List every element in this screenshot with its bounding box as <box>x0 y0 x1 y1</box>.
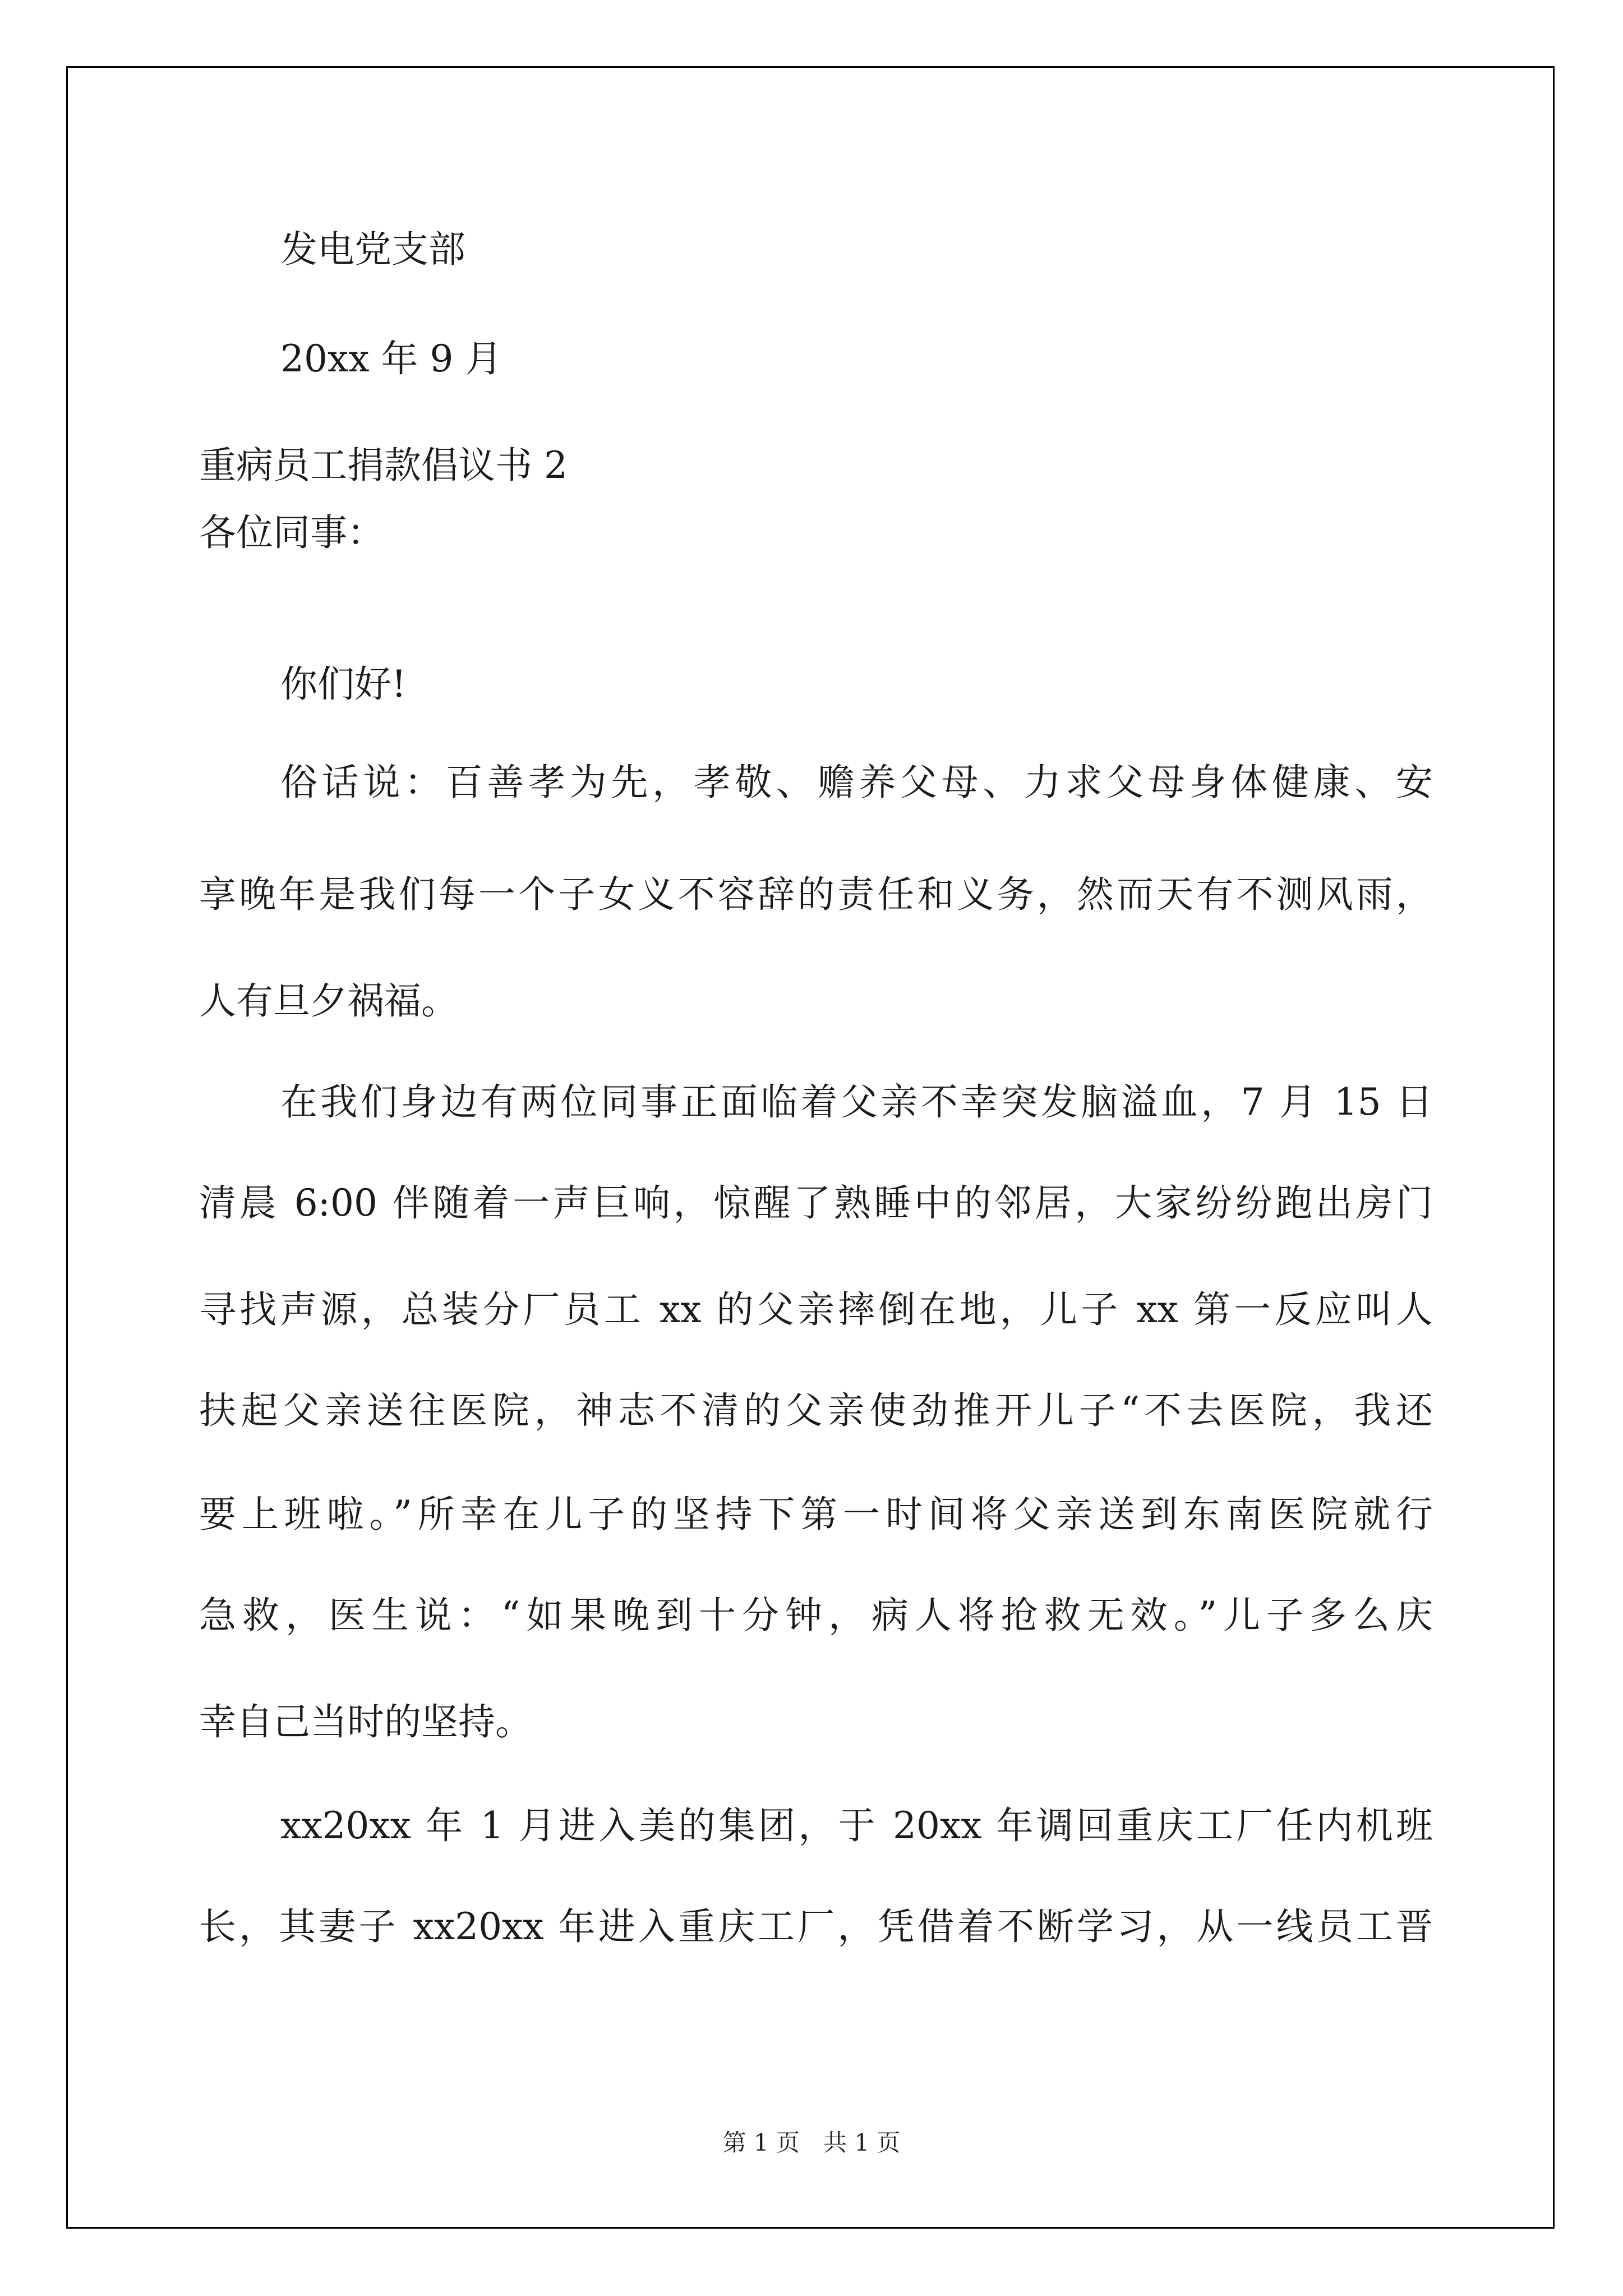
paragraph-2-line-1: 在我们身边有两位同事正面临着父亲不幸突发脑溢血，7 月 15 日 <box>280 1080 1433 1124</box>
page-footer: 第 1 页 共 1 页 <box>722 2129 901 2156</box>
paragraph-1-line-3: 人有旦夕祸福。 <box>199 979 458 1023</box>
paragraph-1-line-2: 享晚年是我们每一个子女义不容辞的责任和义务，然而天有不测风雨， <box>199 873 1433 916</box>
salutation: 各位同事： <box>199 511 384 554</box>
paragraph-3-line-2: 长，其妻子 xx20xx 年进入重庆工厂，凭借着不断学习，从一线员工晋 <box>199 1905 1433 1948</box>
document-title: 重病员工捐款倡议书 2 <box>199 444 568 487</box>
paragraph-2-line-4: 扶起父亲送往医院，神志不清的父亲使劲推开儿子“不去医院，我还 <box>199 1389 1433 1432</box>
paragraph-3-line-1: xx20xx 年 1 月进入美的集团，于 20xx 年调回重庆工厂任内机班 <box>280 1804 1433 1847</box>
signature-org: 发电党支部 <box>280 228 465 271</box>
paragraph-2-line-2: 清晨 6:00 伴随着一声巨响，惊醒了熟睡中的邻居，大家纷纷跑出房门 <box>199 1181 1433 1225</box>
paragraph-1-line-1: 俗话说：百善孝为先，孝敬、赡养父母、力求父母身体健康、安 <box>280 761 1433 804</box>
paragraph-2-line-6: 急救，医生说：“如果晚到十分钟，病人将抢救无效。”儿子多么庆 <box>199 1594 1433 1637</box>
greeting: 你们好! <box>280 662 407 706</box>
paragraph-2-line-5: 要上班啦。”所幸在儿子的坚持下第一时间将父亲送到东南医院就行 <box>199 1493 1433 1536</box>
paragraph-2-line-7: 幸自己当时的坚持。 <box>199 1700 532 1743</box>
paragraph-2-line-3: 寻找声源，总装分厂员工 xx 的父亲摔倒在地，儿子 xx 第一反应叫人 <box>199 1288 1433 1331</box>
signature-date: 20xx 年 9 月 <box>280 337 502 380</box>
